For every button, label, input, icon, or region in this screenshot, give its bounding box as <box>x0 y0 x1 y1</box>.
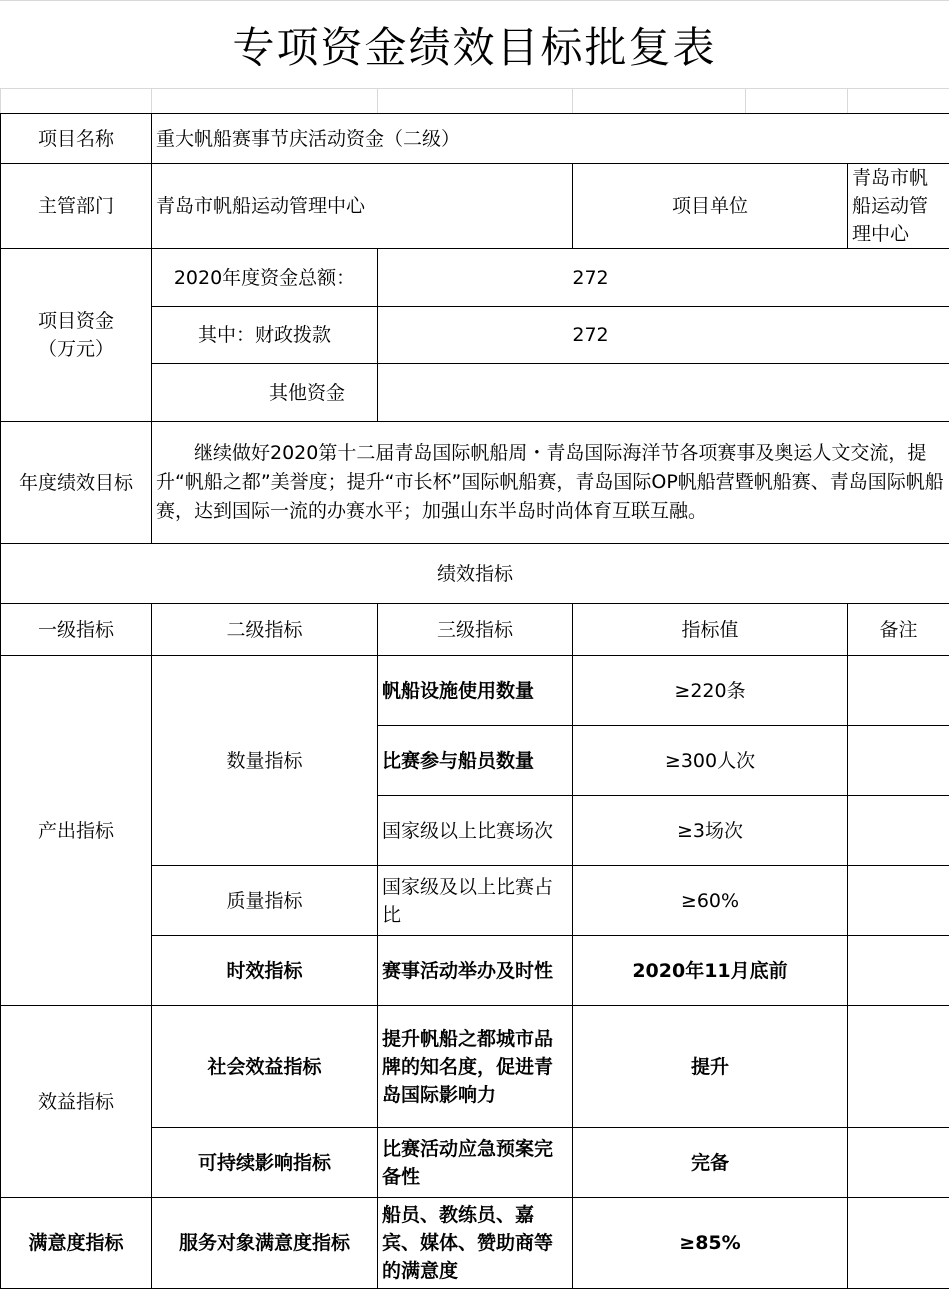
s1-note <box>848 1006 949 1128</box>
qa1-value: ≥60% <box>573 866 848 936</box>
value-header: 指标值 <box>573 604 848 656</box>
level1-header: 一级指标 <box>1 604 152 656</box>
goal-row <box>1 422 949 544</box>
page-title: 专项资金绩效目标批复表 <box>0 0 949 88</box>
unit-value: 青岛市帆船运动管理中心 <box>848 164 949 249</box>
performance-heading: 绩效指标 <box>1 544 949 604</box>
service-indicator: 服务对象满意度指标 <box>152 1198 378 1289</box>
q2-note <box>848 726 949 796</box>
su1-value: 完备 <box>573 1128 848 1198</box>
sa1-name: 船员、教练员、嘉宾、媒体、赞助商等的满意度 <box>378 1198 573 1289</box>
q3-note <box>848 796 949 866</box>
q1-name: 帆船设施使用数量 <box>378 656 573 726</box>
t1-note <box>848 936 949 1006</box>
funds-fiscal-value: 272 <box>378 307 949 364</box>
benefit-indicator: 效益指标 <box>1 1006 152 1198</box>
goal-label: 年度绩效目标 <box>1 422 152 544</box>
output-indicator: 产出指标 <box>1 656 152 1006</box>
project-name-label: 项目名称 <box>1 114 152 164</box>
quantity-indicator: 数量指标 <box>152 656 378 866</box>
q2-name: 比赛参与船员数量 <box>378 726 573 796</box>
su1-name: 比赛活动应急预案完备性 <box>378 1128 573 1198</box>
satisfaction-indicator: 满意度指标 <box>1 1198 152 1289</box>
funds-other-value <box>378 364 949 422</box>
quality-indicator: 质量指标 <box>152 866 378 936</box>
q1-note <box>848 656 949 726</box>
q2-value: ≥300人次 <box>573 726 848 796</box>
t1-name: 赛事活动举办及时性 <box>378 936 573 1006</box>
su1-note <box>848 1128 949 1198</box>
table-row <box>1 1006 949 1128</box>
s1-value: 提升 <box>573 1006 848 1128</box>
project-name-row <box>1 114 949 164</box>
q3-name: 国家级以上比赛场次 <box>378 796 573 866</box>
sa1-value: ≥85% <box>573 1198 848 1289</box>
funds-fiscal-label: 其中：财政拨款 <box>152 307 378 364</box>
qa1-name: 国家级及以上比赛占比 <box>378 866 573 936</box>
department-label: 主管部门 <box>1 164 152 249</box>
qa1-note <box>848 866 949 936</box>
funds-total-row <box>1 249 949 307</box>
approval-table <box>0 88 949 1289</box>
funds-other-label: 其他资金 <box>152 364 378 422</box>
performance-header-row <box>1 544 949 604</box>
department-value: 青岛市帆船运动管理中心 <box>152 164 573 249</box>
unit-label: 项目单位 <box>573 164 848 249</box>
project-name-value: 重大帆船赛事节庆活动资金（二级） <box>152 114 949 164</box>
sustain-indicator: 可持续影响指标 <box>152 1128 378 1198</box>
q3-value: ≥3场次 <box>573 796 848 866</box>
funds-total-value: 272 <box>378 249 949 307</box>
goal-text: 继续做好2020第十二届青岛国际帆船周・青岛国际海洋节各项赛事及奥运人文交流，提升“帆船之都”美誉度；提升“市长杯”国际帆船赛，青岛国际OP帆船营暨帆船赛、青岛国际帆船赛，达到国际一流的办赛水平；加强山东半岛时尚体育互联互融。 <box>152 422 949 544</box>
indicator-header-row <box>1 604 949 656</box>
funds-label: 项目资金 （万元） <box>1 249 152 422</box>
t1-value: 2020年11月底前 <box>573 936 848 1006</box>
q1-value: ≥220条 <box>573 656 848 726</box>
s1-name: 提升帆船之都城市品牌的知名度，促进青岛国际影响力 <box>378 1006 573 1128</box>
department-row <box>1 164 949 249</box>
note-header: 备注 <box>848 604 949 656</box>
social-indicator: 社会效益指标 <box>152 1006 378 1128</box>
spacer-row <box>1 89 949 114</box>
level2-header: 二级指标 <box>152 604 378 656</box>
table-row <box>1 656 949 726</box>
level3-header: 三级指标 <box>378 604 573 656</box>
timeliness-indicator: 时效指标 <box>152 936 378 1006</box>
funds-total-label: 2020年度资金总额： <box>152 249 378 307</box>
